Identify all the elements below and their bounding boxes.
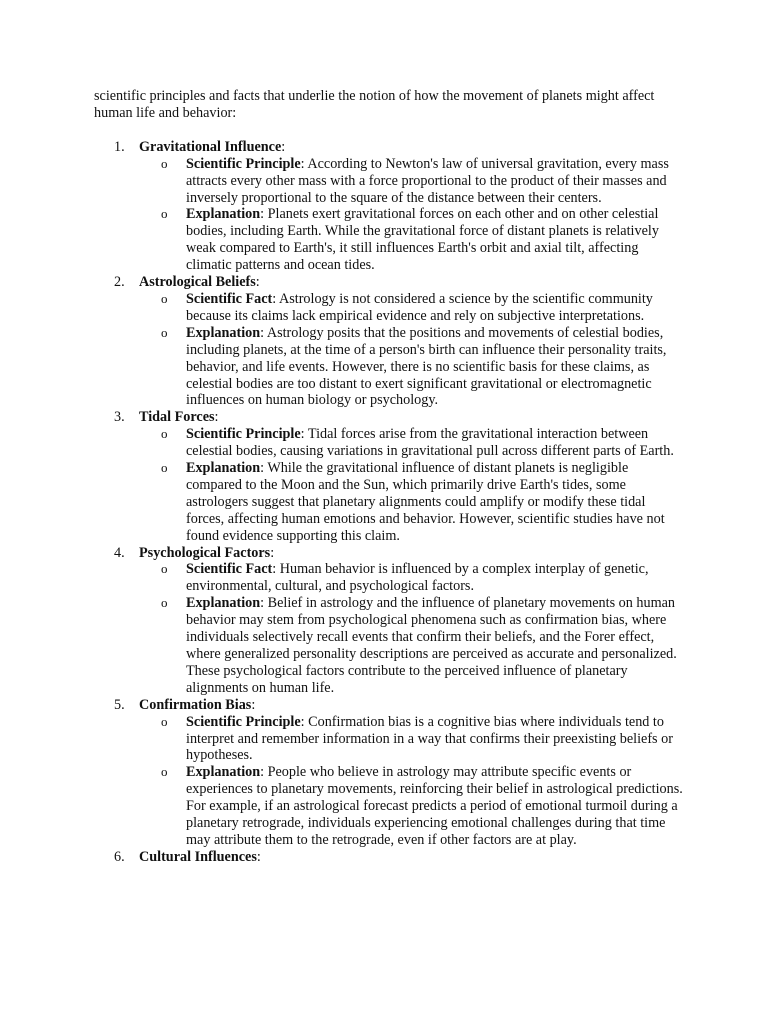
list-item xyxy=(94,274,684,409)
list-item xyxy=(94,849,684,866)
list-item-number: 3. xyxy=(114,409,125,426)
sub-item-heading: Explanation xyxy=(186,324,261,341)
sub-list-item xyxy=(139,561,684,595)
sub-item-text: : Astrology posits that the positions and movements of celestial bodies, including planets, at the time of a person's birth can influence their personality traits, behavior, and life events. However, there is no scientific basis for these claims, as celestial bodies are too distant to exert significant gravitational or electromagnetic influences on human biology or psychology. xyxy=(186,324,667,409)
sub-item-heading: Scientific Principle xyxy=(186,713,301,730)
sub-list xyxy=(139,426,684,544)
sub-list xyxy=(139,291,684,409)
sub-list-item xyxy=(139,595,684,696)
sub-list xyxy=(139,156,684,274)
list-item-number: 5. xyxy=(114,696,125,713)
list-item-number: 1. xyxy=(114,138,125,155)
circle-bullet-icon: o xyxy=(161,595,168,611)
sub-item-heading: Scientific Principle xyxy=(186,155,301,172)
list-item-title-colon: : xyxy=(255,274,260,291)
list-item-number: 6. xyxy=(114,848,125,865)
sub-item-heading: Explanation xyxy=(186,764,261,781)
numbered-list xyxy=(94,139,684,866)
list-item xyxy=(94,139,684,274)
sub-list-item xyxy=(139,291,684,325)
list-item xyxy=(94,545,684,697)
intro-paragraph: scientific principles and facts that underlie the notion of how the movement of planets might affect human life and behavior: xyxy=(94,88,655,121)
circle-bullet-icon: o xyxy=(161,460,168,476)
list-item-title-colon: : xyxy=(251,696,256,713)
sub-item-text: : Belief in astrology and the influence of planetary movements on human behavior may stem from psychological phenomena such as confirmation bias, where individuals selectively recall events that confirm their beliefs, and the Forer effect, where generalized personality descriptions are perceived as accurate and personalized. These psychological factors contribute to the perceived influence of planetary alignments on human life. xyxy=(186,595,677,696)
sub-item-text: : Astrology is not considered a science by the scientific community because its claims lack empirical evidence and rely on subjective interpretations. xyxy=(186,290,653,324)
sub-list-item xyxy=(139,460,684,545)
list-item-number: 2. xyxy=(114,274,125,291)
sub-list xyxy=(139,714,684,849)
sub-list xyxy=(139,561,684,696)
list-item xyxy=(94,697,684,849)
list-item-title: Astrological Beliefs xyxy=(139,274,256,291)
list-item-title: Cultural Influences xyxy=(139,848,257,865)
sub-list-item xyxy=(139,206,684,274)
circle-bullet-icon: o xyxy=(161,426,168,442)
sub-item-heading: Explanation xyxy=(186,460,261,477)
sub-list-item xyxy=(139,764,684,849)
sub-list-item xyxy=(139,325,684,410)
sub-item-text: : Confirmation bias is a cognitive bias where individuals tend to interpret and remember information in a way that confirms their preexisting beliefs or hypotheses. xyxy=(186,713,673,764)
sub-item-text: : While the gravitational influence of distant planets is negligible compared to the Moon and the Sun, which primarily drive Earth's tides, some astrologers suggest that planetary alignments could amplify or modify these tidal forces, affecting human emotions and behavior. However, scientific studies have not found evidence supporting this claim. xyxy=(186,460,665,544)
list-item-number: 4. xyxy=(114,544,125,561)
sub-item-text: : People who believe in astrology may attribute specific events or experiences to planetary movements, reinforcing their belief in astrological predictions. For example, if an astrological forecast predicts a period of emotional turmoil during a planetary retrograde, individuals experiencing emotional challenges during that time may attribute them to the retrograde, even if other factors are at play. xyxy=(186,764,683,848)
list-item-title: Psychological Factors xyxy=(139,544,271,561)
circle-bullet-icon: o xyxy=(161,206,168,222)
circle-bullet-icon: o xyxy=(161,561,168,577)
list-item-title-colon: : xyxy=(281,138,286,155)
circle-bullet-icon: o xyxy=(161,290,168,306)
sub-item-heading: Scientific Principle xyxy=(186,426,301,443)
sub-item-text: : Tidal forces arise from the gravitational interaction between celestial bodies, causing variations in gravitational pull across different parts of Earth. xyxy=(186,426,674,460)
list-item-title: Tidal Forces xyxy=(139,409,215,426)
sub-item-heading: Scientific Fact xyxy=(186,290,273,307)
circle-bullet-icon: o xyxy=(161,713,168,729)
sub-item-text: : According to Newton's law of universal gravitation, every mass attracts every other mass with a force proportional to the product of their masses and inversely proportional to the square of the distance between their centers. xyxy=(186,155,669,206)
list-item-title-colon: : xyxy=(270,544,275,561)
list-item-title-colon: : xyxy=(256,848,261,865)
sub-list-item xyxy=(139,714,684,765)
sub-item-heading: Explanation xyxy=(186,595,261,612)
list-item xyxy=(94,409,684,544)
document-page xyxy=(94,88,684,866)
list-item-title: Confirmation Bias xyxy=(139,696,252,713)
sub-list-item xyxy=(139,426,684,460)
sub-item-heading: Explanation xyxy=(186,206,261,223)
sub-list-item xyxy=(139,156,684,207)
sub-item-heading: Scientific Fact xyxy=(186,561,273,578)
list-item-title: Gravitational Influence xyxy=(139,138,282,155)
sub-item-text: : Human behavior is influenced by a complex interplay of genetic, environmental, cultural, and psychological factors. xyxy=(186,561,649,595)
circle-bullet-icon: o xyxy=(161,324,168,340)
sub-item-text: : Planets exert gravitational forces on each other and on other celestial bodies, including Earth. While the gravitational force of distant planets is relatively weak compared to Earth's, it still influences Earth's orbit and axial tilt, affecting climatic patterns and ocean tides. xyxy=(186,206,659,274)
circle-bullet-icon: o xyxy=(161,155,168,171)
list-item-title-colon: : xyxy=(214,409,219,426)
circle-bullet-icon: o xyxy=(161,764,168,780)
